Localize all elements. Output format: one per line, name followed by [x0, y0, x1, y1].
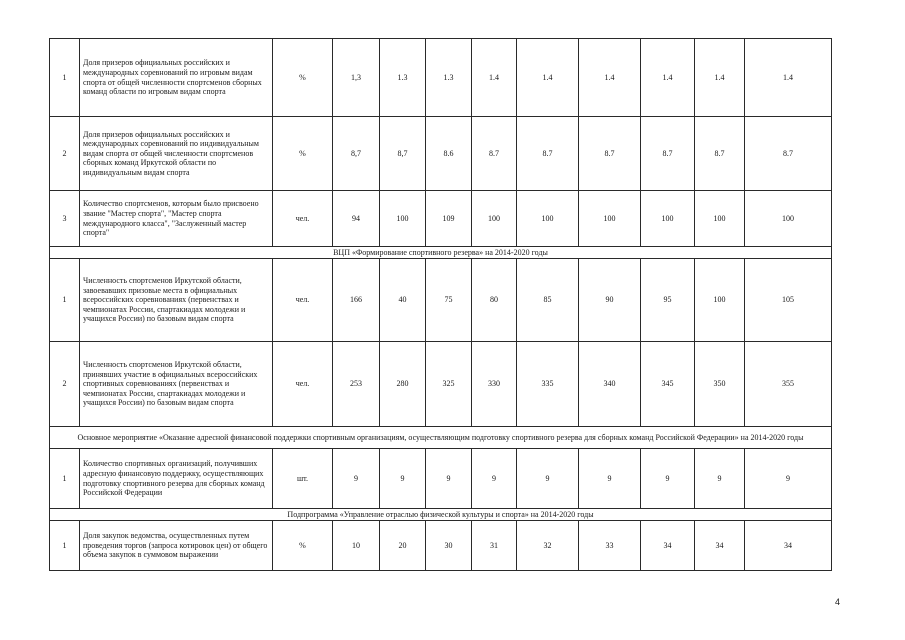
value-cell: 340	[579, 342, 641, 427]
value-cell: 8.7	[517, 117, 579, 191]
value-cell: 9	[641, 449, 695, 509]
value-cell: 325	[426, 342, 472, 427]
value-cell: 105	[745, 259, 832, 342]
unit-cell: чел.	[273, 342, 333, 427]
value-cell: 34	[641, 521, 695, 571]
indicator-description: Численность спортсменов Иркутской области, принявших участие в официальных всероссийских спортивных соревнованиях (первенствах и чемпионатах России, спартакиадах молодежи и учащихся России) по базовым видам спорта	[80, 342, 273, 427]
section-header-row	[50, 247, 832, 259]
value-cell: 345	[641, 342, 695, 427]
value-cell: 100	[745, 191, 832, 247]
table-row	[50, 521, 832, 571]
indicator-description: Количество спортивных организаций, получивших адресную финансовую поддержку, осуществляющих подготовку спортивного резерва для сборных команд Российской Федерации	[80, 449, 273, 509]
unit-cell: %	[273, 117, 333, 191]
value-cell: 80	[472, 259, 517, 342]
value-cell: 100	[472, 191, 517, 247]
value-cell: 1.3	[380, 39, 426, 117]
value-cell: 1.4	[745, 39, 832, 117]
table-row	[50, 117, 832, 191]
value-cell: 9	[333, 449, 380, 509]
value-cell: 9	[517, 449, 579, 509]
value-cell: 280	[380, 342, 426, 427]
value-cell: 8,7	[333, 117, 380, 191]
value-cell: 100	[695, 259, 745, 342]
value-cell: 75	[426, 259, 472, 342]
unit-cell: %	[273, 39, 333, 117]
indicator-description: Доля закупок ведомства, осуществленных путем проведения торгов (запроса котировок цен) от общего объема закупок в суммовом выражении	[80, 521, 273, 571]
value-cell: 9	[380, 449, 426, 509]
indicator-description: Доля призеров официальных российских и международных соревнований по индивидуальным видам спорта от общей численности спортсменов сборных команд Иркутской области по индивидуальным видам спорта	[80, 117, 273, 191]
value-cell: 32	[517, 521, 579, 571]
value-cell: 20	[380, 521, 426, 571]
unit-cell: чел.	[273, 259, 333, 342]
value-cell: 8.7	[745, 117, 832, 191]
value-cell: 1.4	[695, 39, 745, 117]
value-cell: 9	[579, 449, 641, 509]
value-cell: 8.7	[472, 117, 517, 191]
indicator-description: Доля призеров официальных российских и международных соревнований по игровым видам спорта от общей численности спортсменов сборных команд области по игровым видам спорта	[80, 39, 273, 117]
value-cell: 8.6	[426, 117, 472, 191]
indicators-table	[49, 38, 832, 571]
value-cell: 100	[517, 191, 579, 247]
value-cell: 330	[472, 342, 517, 427]
value-cell: 350	[695, 342, 745, 427]
section-title: ВЦП «Формирование спортивного резерва» на 2014-2020 годы	[50, 247, 832, 259]
value-cell: 9	[472, 449, 517, 509]
value-cell: 100	[579, 191, 641, 247]
row-number: 1	[50, 259, 80, 342]
value-cell: 90	[579, 259, 641, 342]
value-cell: 253	[333, 342, 380, 427]
value-cell: 31	[472, 521, 517, 571]
value-cell: 100	[695, 191, 745, 247]
value-cell: 85	[517, 259, 579, 342]
value-cell: 9	[695, 449, 745, 509]
value-cell: 100	[380, 191, 426, 247]
table-row	[50, 259, 832, 342]
value-cell: 1,3	[333, 39, 380, 117]
section-title: Основное мероприятие «Оказание адресной финансовой поддержки спортивным организациям, осуществляющим подготовку спортивного резерва для сборных команд Российской Федерации» на 2014-2020 годы	[50, 427, 832, 449]
value-cell: 40	[380, 259, 426, 342]
value-cell: 34	[695, 521, 745, 571]
value-cell: 9	[426, 449, 472, 509]
value-cell: 33	[579, 521, 641, 571]
value-cell: 8.7	[695, 117, 745, 191]
row-number: 1	[50, 449, 80, 509]
indicator-description: Численность спортсменов Иркутской области, завоевавших призовые места в официальных всероссийских соревнованиях (первенствах и чемпионатах России, спартакиадах молодежи и учащихся России) по базовым видам спорта	[80, 259, 273, 342]
value-cell: 1.3	[426, 39, 472, 117]
table-row	[50, 449, 832, 509]
row-number: 2	[50, 342, 80, 427]
unit-cell: %	[273, 521, 333, 571]
value-cell: 9	[745, 449, 832, 509]
value-cell: 1.4	[641, 39, 695, 117]
value-cell: 10	[333, 521, 380, 571]
table-row	[50, 39, 832, 117]
unit-cell: шт.	[273, 449, 333, 509]
value-cell: 95	[641, 259, 695, 342]
value-cell: 1.4	[472, 39, 517, 117]
indicator-description: Количество спортсменов, которым было присвоено звание "Мастер спорта", "Мастер спорта международного класса", "Заслуженный мастер спорта"	[80, 191, 273, 247]
value-cell: 34	[745, 521, 832, 571]
value-cell: 1.4	[517, 39, 579, 117]
row-number: 1	[50, 521, 80, 571]
section-title: Подпрограмма «Управление отраслью физической культуры и спорта» на 2014-2020 годы	[50, 509, 832, 521]
value-cell: 30	[426, 521, 472, 571]
page-number: 4	[835, 597, 841, 607]
value-cell: 8,7	[380, 117, 426, 191]
section-header-row	[50, 509, 832, 521]
value-cell: 8.7	[641, 117, 695, 191]
value-cell: 166	[333, 259, 380, 342]
value-cell: 335	[517, 342, 579, 427]
value-cell: 100	[641, 191, 695, 247]
table-row	[50, 191, 832, 247]
value-cell: 109	[426, 191, 472, 247]
value-cell: 1.4	[579, 39, 641, 117]
unit-cell: чел.	[273, 191, 333, 247]
value-cell: 355	[745, 342, 832, 427]
section-header-row	[50, 427, 832, 449]
row-number: 3	[50, 191, 80, 247]
row-number: 2	[50, 117, 80, 191]
row-number: 1	[50, 39, 80, 117]
table-row	[50, 342, 832, 427]
value-cell: 8.7	[579, 117, 641, 191]
value-cell: 94	[333, 191, 380, 247]
